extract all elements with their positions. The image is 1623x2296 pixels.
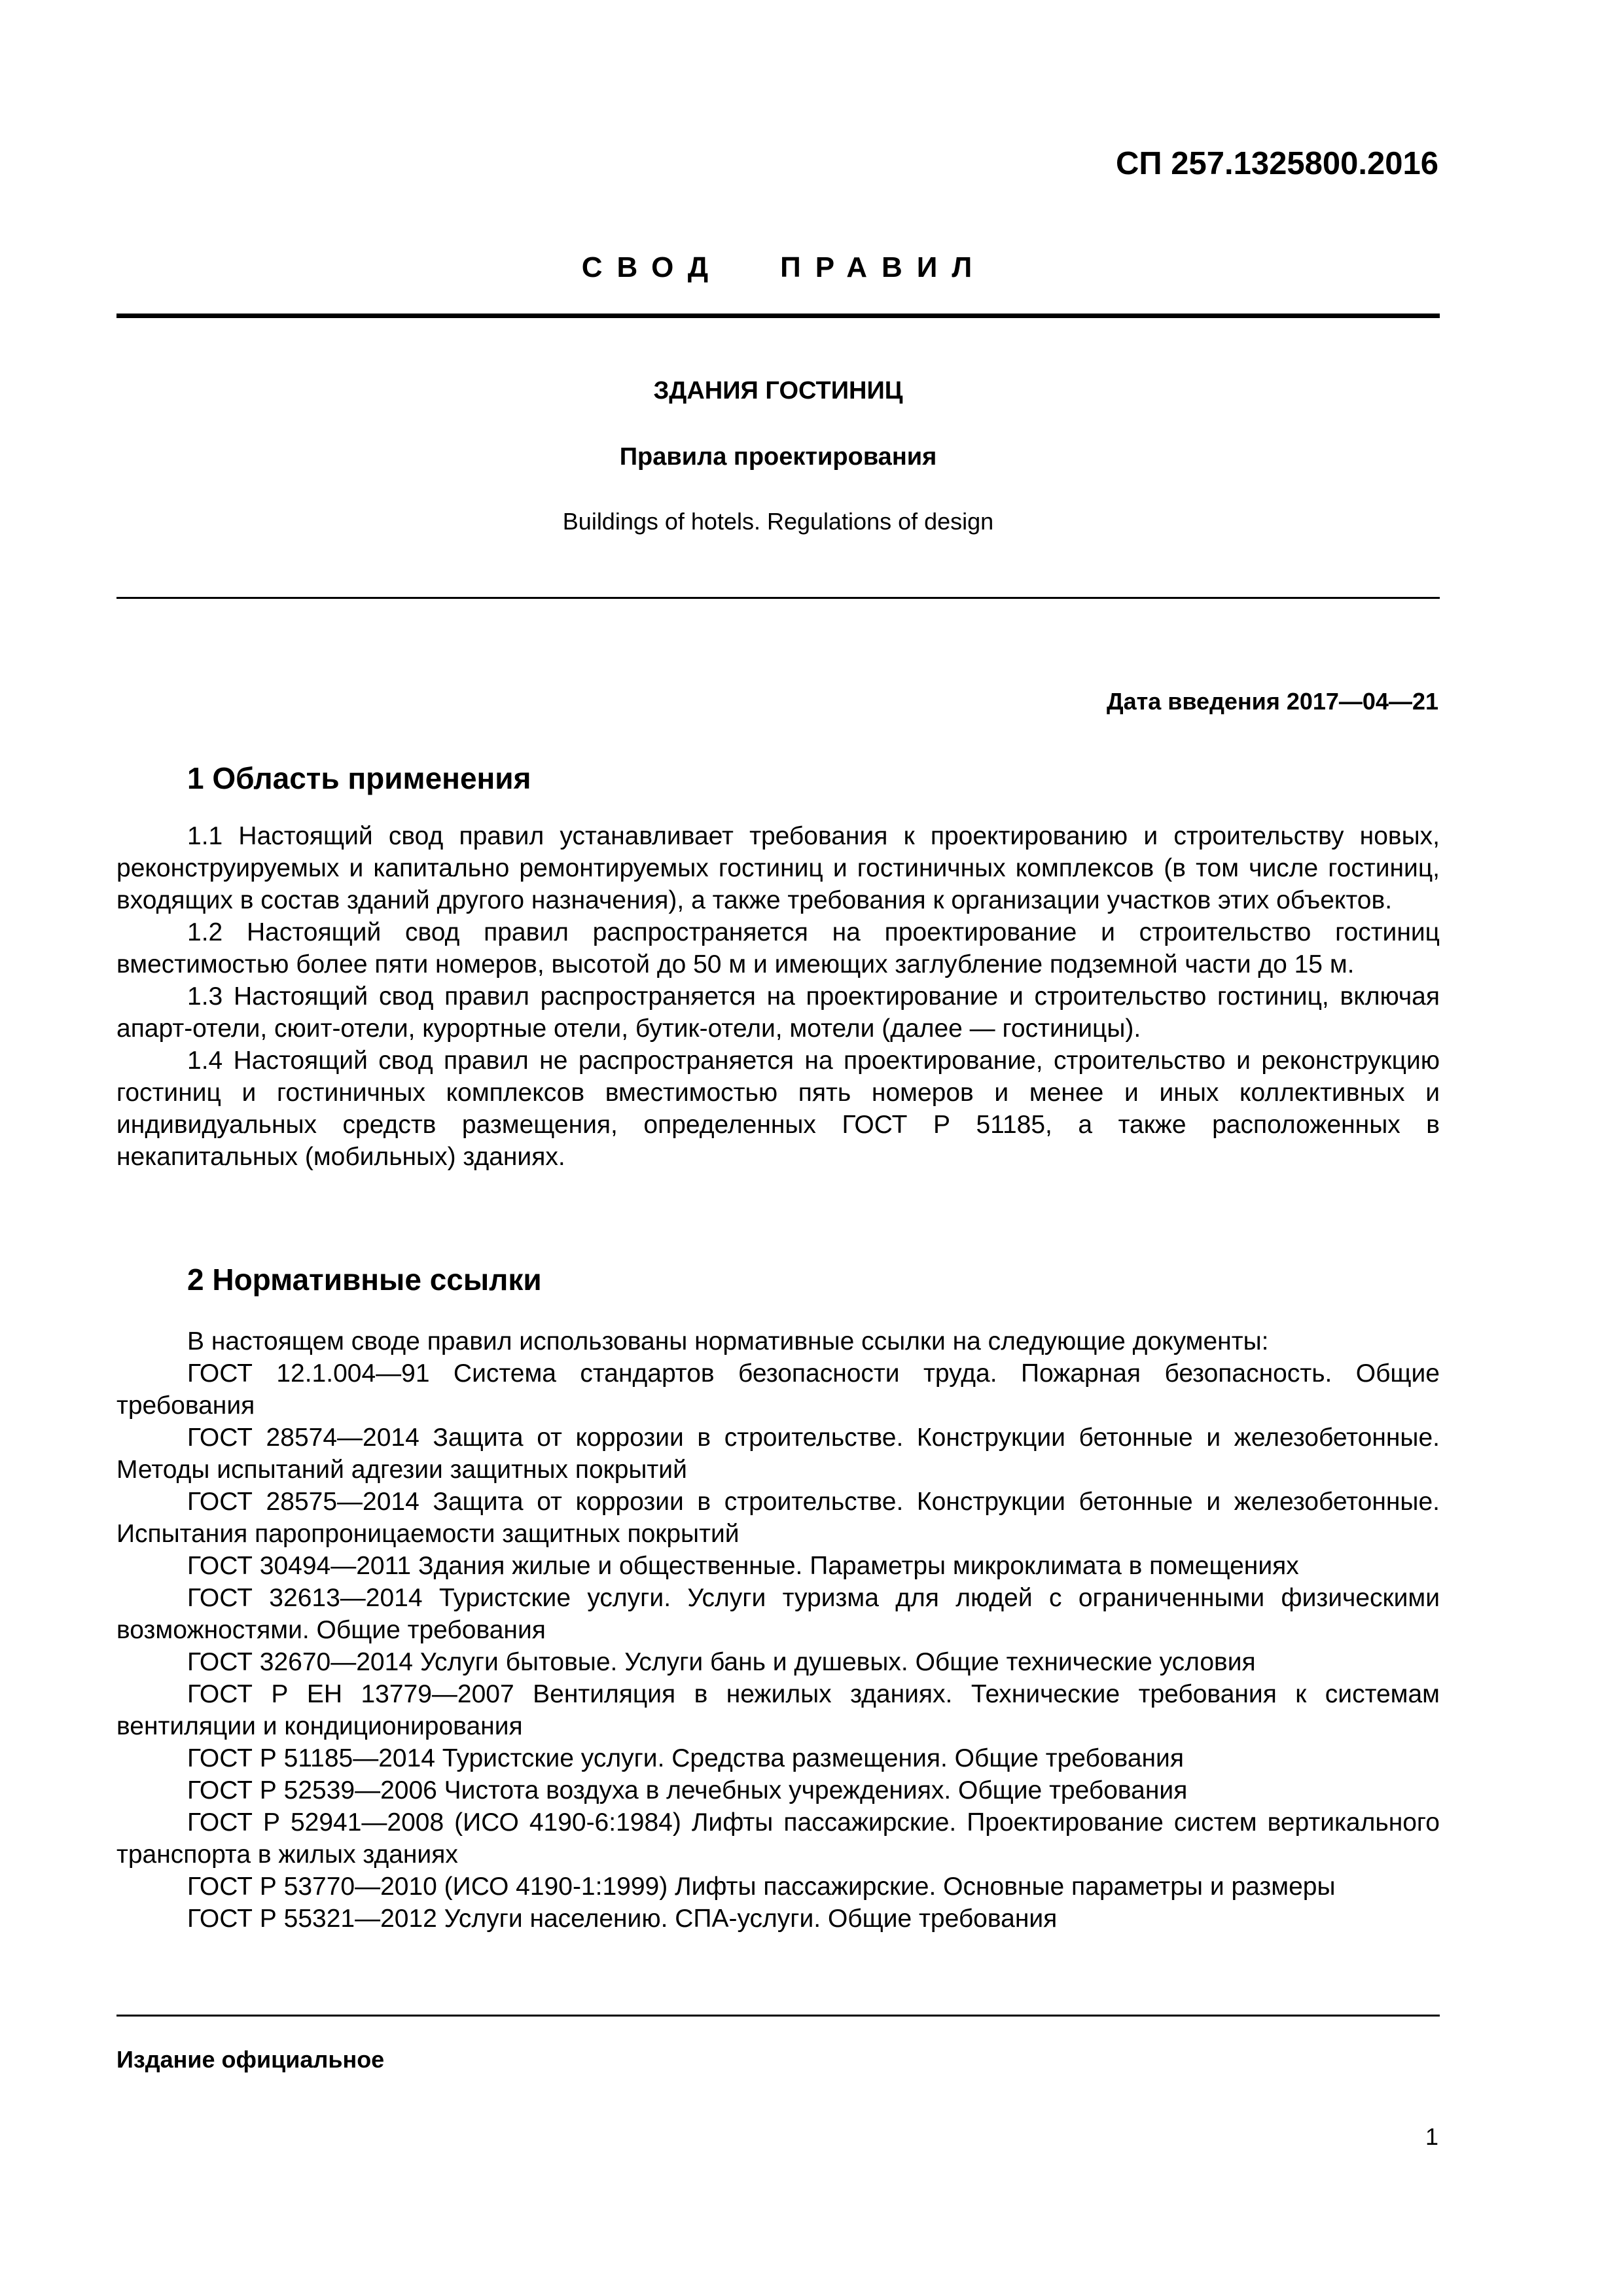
footer-divider (116, 2015, 1440, 2017)
introduction-date: Дата введения 2017—04—21 (1106, 688, 1438, 715)
section-1-heading: 1 Область применения (187, 761, 531, 795)
reference-item: ГОСТ Р 52941—2008 (ИСО 4190-6:1984) Лифты пассажирские. Проектирование систем вертикального транспорта в жилых зданиях (116, 1808, 1440, 1869)
document-subtitle: Правила проектирования (619, 443, 937, 471)
document-code: СП 257.1325800.2016 (1116, 146, 1438, 181)
section-1-paragraph: 1.2 Настоящий свод правил распространяется на проектирование и строительство гостиниц вместимостью более пяти номеров, высотой до 50 м и имеющих заглубление подземной части до 15 м. (116, 918, 1440, 978)
reference-item: ГОСТ 32670—2014 Услуги бытовые. Услуги бань и душевых. Общие технические условия (187, 1648, 1256, 1676)
reference-item: ГОСТ 28575—2014 Защита от коррозии в строительстве. Конструкции бетонные и железобетонные. Испытания паропроницаемости защитных покрытий (116, 1488, 1440, 1548)
section-1-body (116, 820, 1440, 1173)
reference-item: ГОСТ Р 52539—2006 Чистота воздуха в лечебных учреждениях. Общие требования (187, 1776, 1188, 1804)
title-divider (116, 597, 1440, 599)
reference-item: ГОСТ Р 51185—2014 Туристские услуги. Средства размещения. Общие требования (187, 1744, 1184, 1772)
section-1-paragraph: 1.3 Настоящий свод правил распространяется на проектирование и строительство гостиниц, включая апарт-отели, сюит-отели, курортные отели, бутик-отели, мотели (далее — гостиницы). (116, 982, 1440, 1043)
section-1-paragraph: 1.4 Настоящий свод правил не распространяется на проектирование, строительство и реконструкцию гостиниц и гостиничных комплексов вместимостью пять номеров и менее и иных коллективных и индивидуальных средств размещения, определенных ГОСТ Р 51185, а также расположенных в некапитальных (мобильных) зданиях. (116, 1047, 1440, 1171)
section-2-intro: В настоящем своде правил использованы нормативные ссылки на следующие документы: (187, 1327, 1269, 1355)
reference-item: ГОСТ 12.1.004—91 Система стандартов безопасности труда. Пожарная безопасность. Общие требования (116, 1359, 1440, 1420)
document-title: ЗДАНИЯ ГОСТИНИЦ (653, 377, 903, 404)
document-english-title: Buildings of hotels. Regulations of design (562, 508, 994, 535)
reference-item: ГОСТ Р 55321—2012 Услуги населению. СПА-услуги. Общие требования (187, 1905, 1058, 1933)
document-type (0, 251, 1568, 284)
section-2-heading: 2 Нормативные ссылки (187, 1263, 542, 1297)
reference-item: ГОСТ 32613—2014 Туристские услуги. Услуги туризма для людей с ограниченными физическими возможностями. Общие требования (116, 1584, 1440, 1644)
header-divider (116, 314, 1440, 318)
document-type-word-1: СВОД (581, 251, 723, 283)
edition-label: Издание официальное (116, 2046, 385, 2073)
section-2-body (116, 1325, 1440, 1935)
reference-item: ГОСТ Р 53770—2010 (ИСО 4190-1:1999) Лифты пассажирские. Основные параметры и размеры (187, 1873, 1336, 1901)
document-type-word-2: ПРАВИЛ (780, 251, 987, 283)
reference-item: ГОСТ Р ЕН 13779—2007 Вентиляция в нежилых зданиях. Технические требования к системам вентиляции и кондиционирования (116, 1680, 1440, 1740)
reference-item: ГОСТ 30494—2011 Здания жилые и общественные. Параметры микроклимата в помещениях (187, 1552, 1299, 1580)
section-1-paragraph: 1.1 Настоящий свод правил устанавливает требования к проектированию и строительству новых, реконструируемых и капитально ремонтируемых гостиниц и гостиничных комплексов (в том числе гостиниц, входящих в состав зданий другого назначения), а также требования к организации участков этих объектов. (116, 822, 1440, 914)
page-number: 1 (1425, 2123, 1438, 2150)
reference-item: ГОСТ 28574—2014 Защита от коррозии в строительстве. Конструкции бетонные и железобетонные. Методы испытаний адгезии защитных покрытий (116, 1424, 1440, 1484)
